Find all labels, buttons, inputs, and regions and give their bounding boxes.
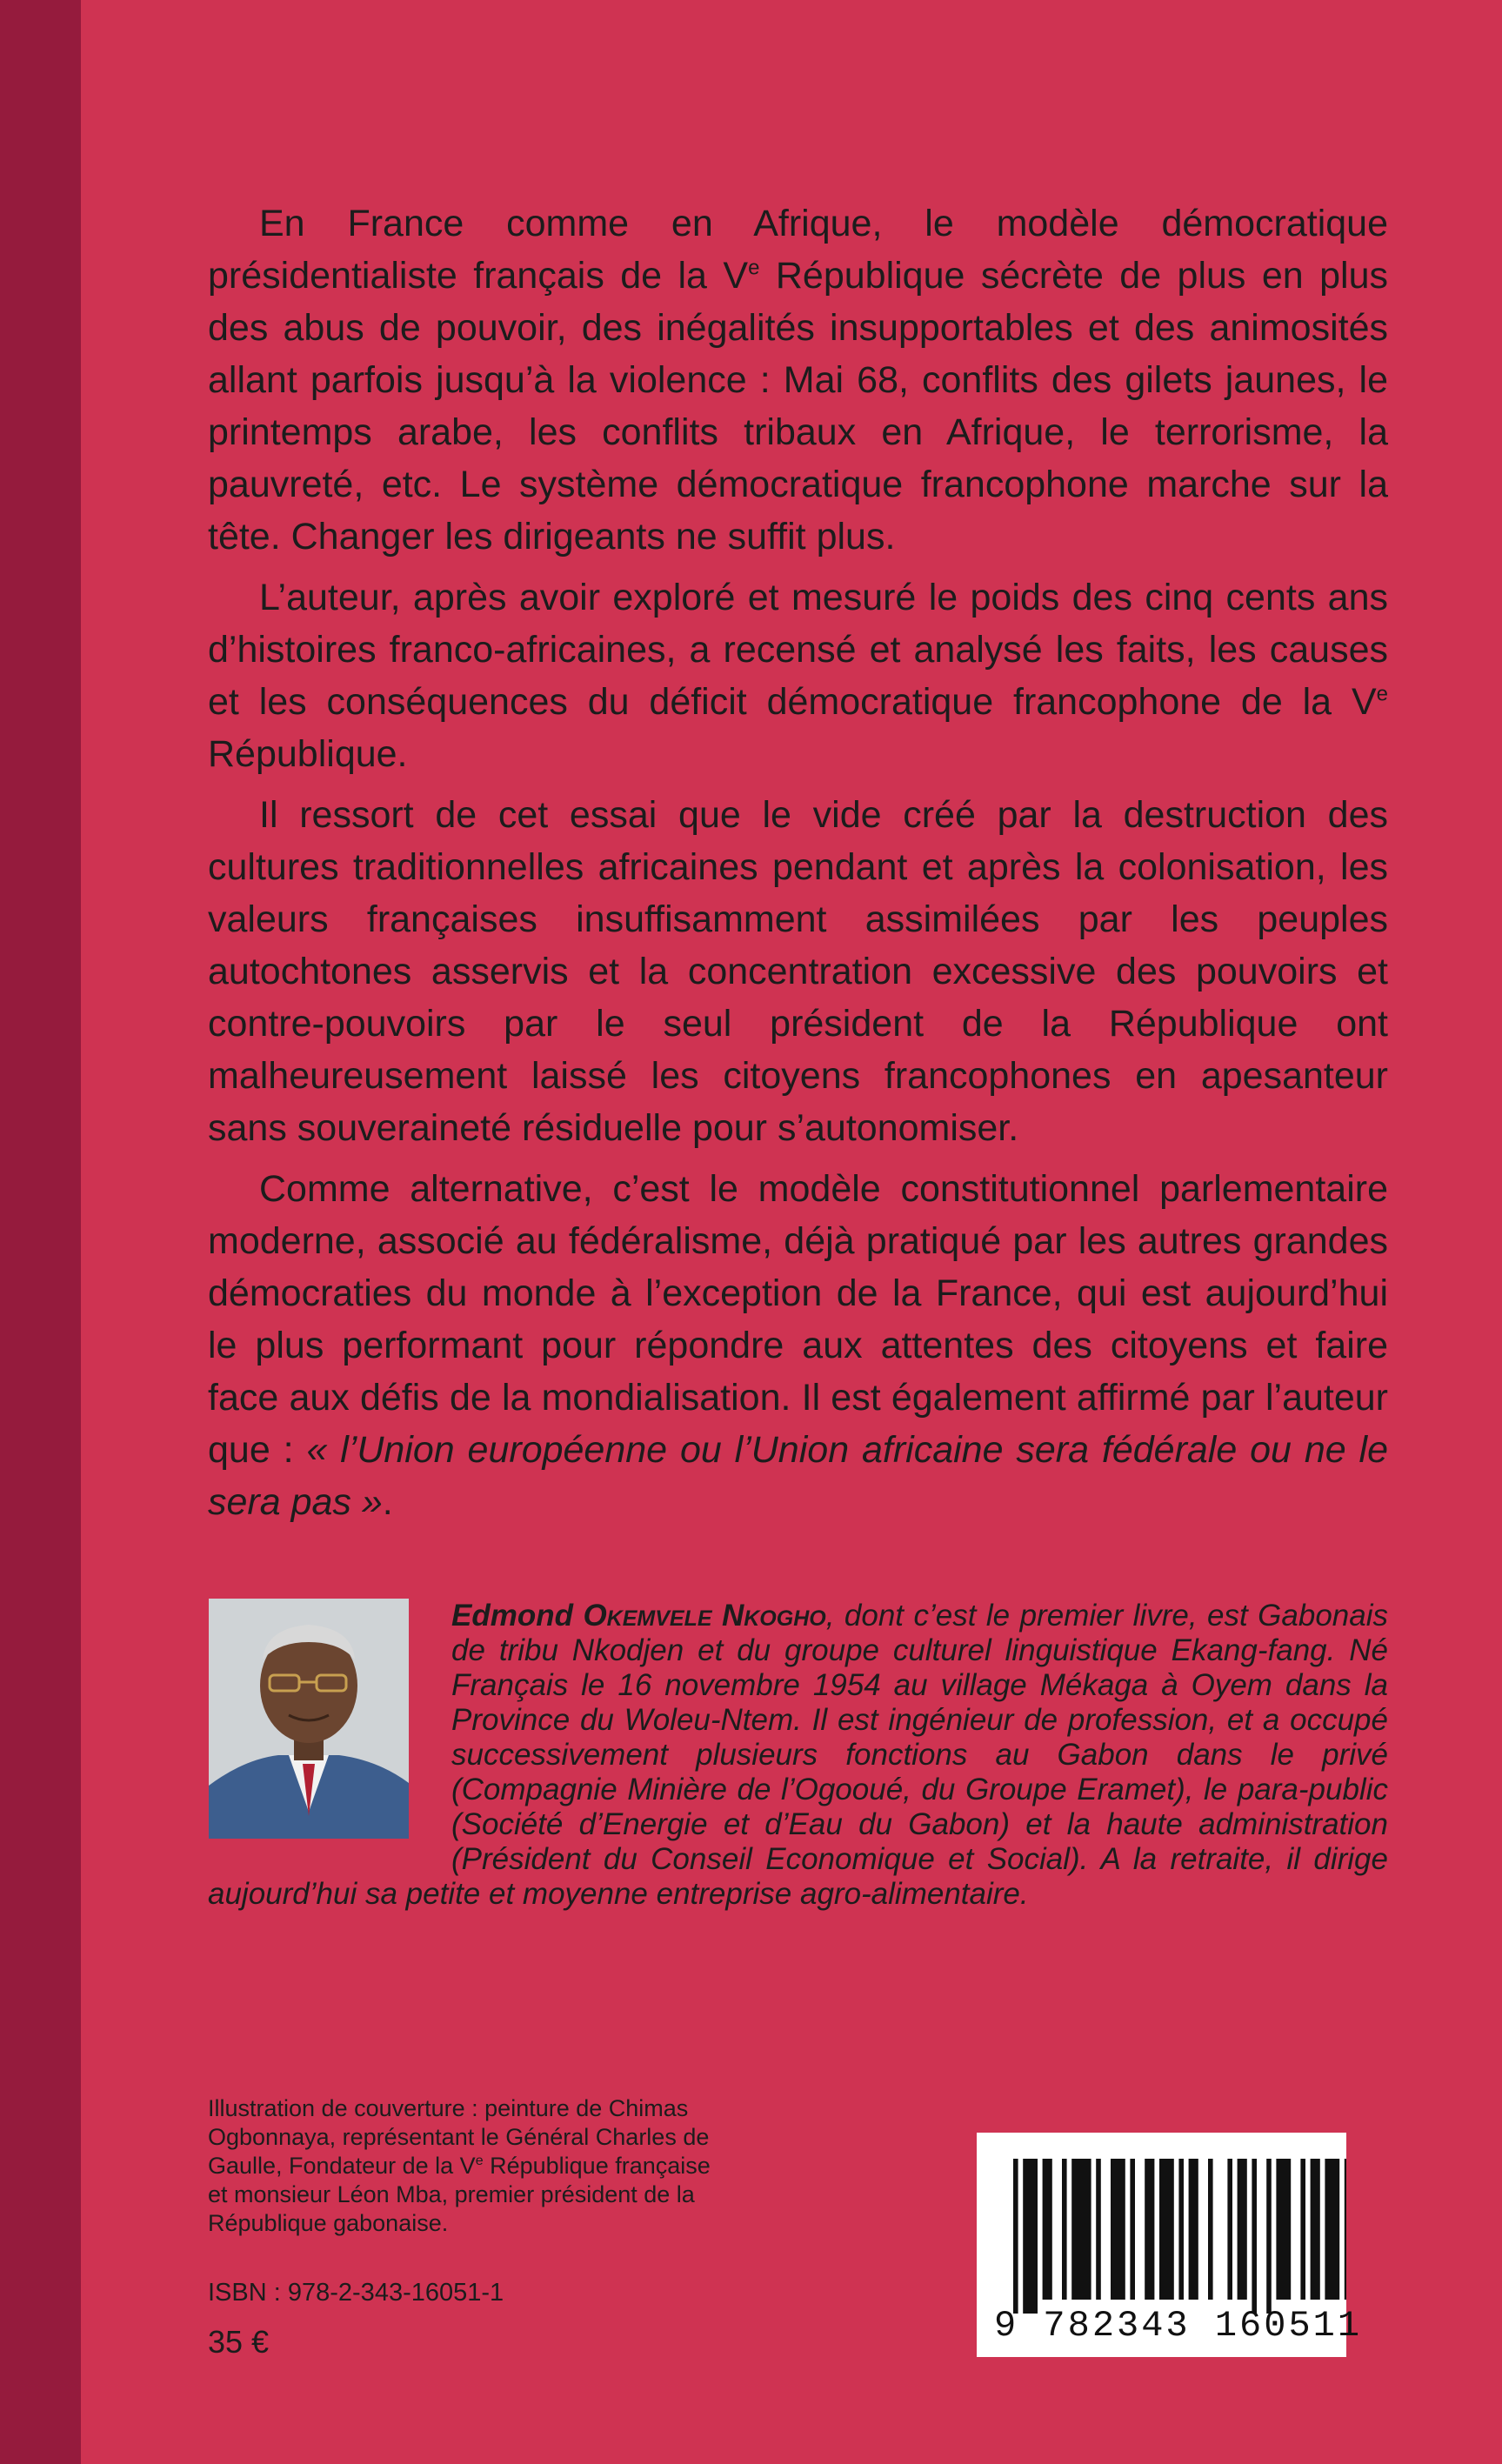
barcode-bar [1189, 2159, 1198, 2300]
barcode-bar [1178, 2159, 1184, 2300]
barcode-bar [1043, 2159, 1052, 2300]
barcode-bar [1252, 2159, 1257, 2314]
barcode-bar [1111, 2159, 1125, 2300]
barcode-bar [1345, 2159, 1346, 2300]
barcode-bar [1227, 2159, 1232, 2300]
price: 35 € [208, 2324, 270, 2360]
blurb-paragraph-3: Il ressort de cet essai que le vide créé par la destruction des cultures traditionnelles africaines pendant et après la colonisation, les valeurs françaises insuffisamment assimilées par les peuples autochtones asservis et la concentration excessive des pouvoirs et contre-pouvoirs par le seul président de la République ont malheureusement laissé les citoyens francophones en apesanteur sans souveraineté résiduelle pour s’autonomiser. [208, 794, 1388, 1149]
photo-spacer [208, 1599, 451, 1846]
blurb-paragraph-1: En France comme en Afrique, le modèle démocratique présidentialiste français de la Ve République sécrète de plus en plus des abus de pouvoir, des inégalités insupportables et des animosités allant parfois jusqu’à la violence : Mai 68, conflits des gilets jaunes, le printemps arabe, les conflits tribaux en Afrique, le terrorisme, la pauvreté, etc. Le système démocratique francophone marche sur la tête. Changer les dirigeants ne suffit plus. [208, 203, 1388, 558]
isbn: ISBN : 978-2-343-16051-1 [208, 2279, 504, 2307]
author-biography [208, 1599, 1388, 1912]
book-spine-band [0, 0, 81, 2464]
barcode-bar [1062, 2159, 1067, 2300]
barcode-bar [1311, 2159, 1320, 2300]
cover-illustration-credit: Illustration de couverture : peinture de Chimas Ogbonnaya, représentant le Général Charles de Gaulle, Fondateur de la Ve République française et monsieur Léon Mba, premier président de la République gabonaise. [208, 2095, 711, 2236]
barcode-bar [1325, 2159, 1339, 2300]
author-first-name: Edmond [451, 1599, 584, 1633]
barcode-bar [1071, 2159, 1091, 2300]
barcode [977, 2133, 1363, 2357]
blurb-paragraph-4: Comme alternative, c’est le modèle constitutionnel parlementaire moderne, associé au fédéralisme, déjà pratiqué par les autres grandes démocraties du monde à l’exception de la France, qui est aujourd’hui le plus performant pour répondre aux attentes des citoyens et faire face aux défis de la mondialisation. Il est également affirmé par l’auteur que : « l’Union européenne ou l’Union africaine sera fédérale ou ne le sera pas ». [208, 1168, 1389, 1523]
barcode-bar [1145, 2159, 1154, 2300]
barcode-bar [1159, 2159, 1174, 2300]
blurb-quote: « l’Union européenne ou l’Union africaine sera fédérale ou ne le sera pas » [208, 1429, 1389, 1523]
barcode-bar [1266, 2159, 1272, 2314]
barcode-bar [1208, 2159, 1213, 2300]
back-cover-blurb [208, 197, 1388, 1528]
barcode-bar [1023, 2159, 1038, 2314]
blurb-paragraph-2: L’auteur, après avoir exploré et mesuré le poids des cinq cents ans d’histoires franco-africaines, a recensé et analysé les faits, les causes et les conséquences du déficit démocratique francophone de la Ve République. [208, 577, 1388, 775]
barcode-bar [1013, 2159, 1018, 2314]
barcode-bar [1130, 2159, 1135, 2300]
barcode-bar [1300, 2159, 1305, 2300]
barcode-digits: 9 782343 160511 [994, 2305, 1363, 2347]
author-last-name: Okemvele Nkogho [583, 1599, 826, 1633]
author-bio-text: , dont c’est le premier livre, est Gabonais de tribu Nkodjen et du groupe culturel linguistique Ekang-fang. Né Français le 16 novembre 1954 au village Mékaga à Oyem dans la Province du Woleu-Ntem. Il est ingénieur de profession, et a occupé successivement plusieurs fonctions au Gabon dans le privé (Compagnie Minière de l’Ogooué, du Groupe Eramet), le para-public (Société d’Energie et d’Eau du Gabon) et la haute administration (Président du Conseil Economique et Social). A la retraite, il dirige aujourd’hui sa petite et moyenne entreprise agro-alimentaire. [208, 1599, 1389, 1911]
barcode-bar [1276, 2159, 1291, 2300]
barcode-bar [1096, 2159, 1101, 2300]
barcode-bar [1238, 2159, 1247, 2300]
